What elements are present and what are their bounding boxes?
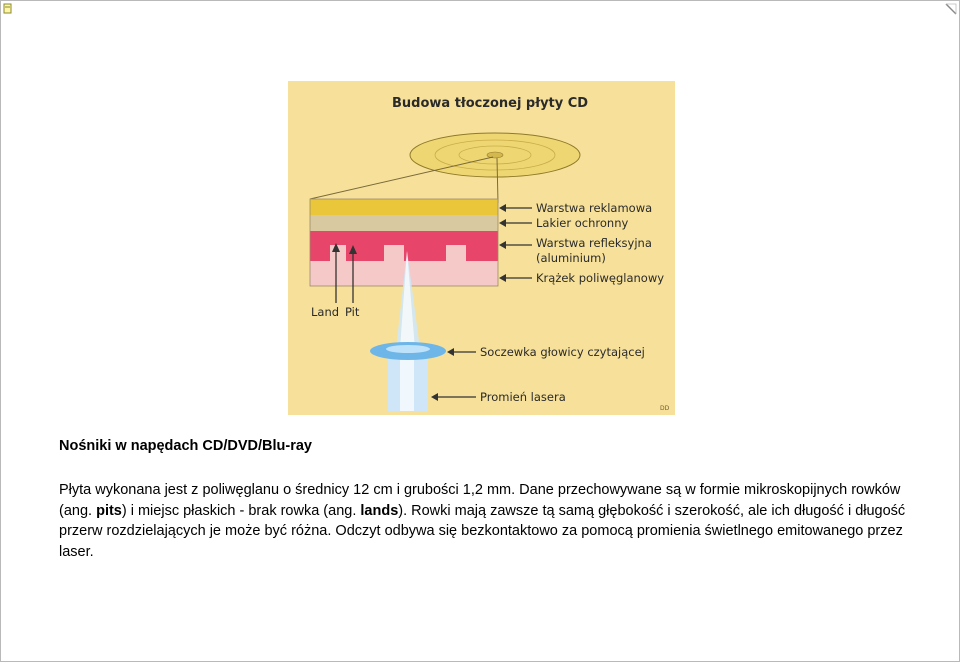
figure-title: Budowa tłoczonej płyty CD [392,96,589,111]
body-paragraph [59,480,919,562]
term-lands: lands [360,502,399,519]
page-corner-icon [3,3,12,14]
lacquer-layer [310,215,498,231]
pit-label: Pit [345,305,360,319]
label-layer [310,199,498,215]
label-warstwa-reklamowa: Warstwa reklamowa [536,201,653,215]
label-aluminium: (aluminium) [536,251,606,265]
figure-credit: DD [660,405,670,412]
page-fold-icon [945,3,957,15]
section-heading: Nośniki w napędach CD/DVD/Blu-ray [59,438,312,454]
label-warstwa-refleksyjna: Warstwa refleksyjna [536,236,652,250]
term-pits: pits [96,502,122,519]
label-lakier-ochronny: Lakier ochronny [536,216,629,230]
paragraph-part-3: ). Rowki mają zawsze tą samą głębokość i szerokość, ale ich długość i długość przerw rozdzielających je może być różna. Odczyt odbywa się bezkontaktowo za pomocą promienia świetlnego emitowanego przez laser. [59,502,906,560]
paragraph-part-1: Płyta wykonana jest z poliwęglanu o średnicy 12 cm i grubości 1,2 mm. Dane przechowywane są w formie mikroskopijnych rowków (ang. [59,482,901,519]
cd-structure-figure [288,81,675,415]
label-soczewka: Soczewka głowicy czytającej [480,345,645,359]
label-krazek: Krążek poliwęglanowy [536,271,665,285]
paragraph-part-2: ) i miejsc płaskich - brak rowka (ang. [121,502,361,519]
label-promien: Promień lasera [480,390,566,404]
land-label: Land [311,305,340,319]
